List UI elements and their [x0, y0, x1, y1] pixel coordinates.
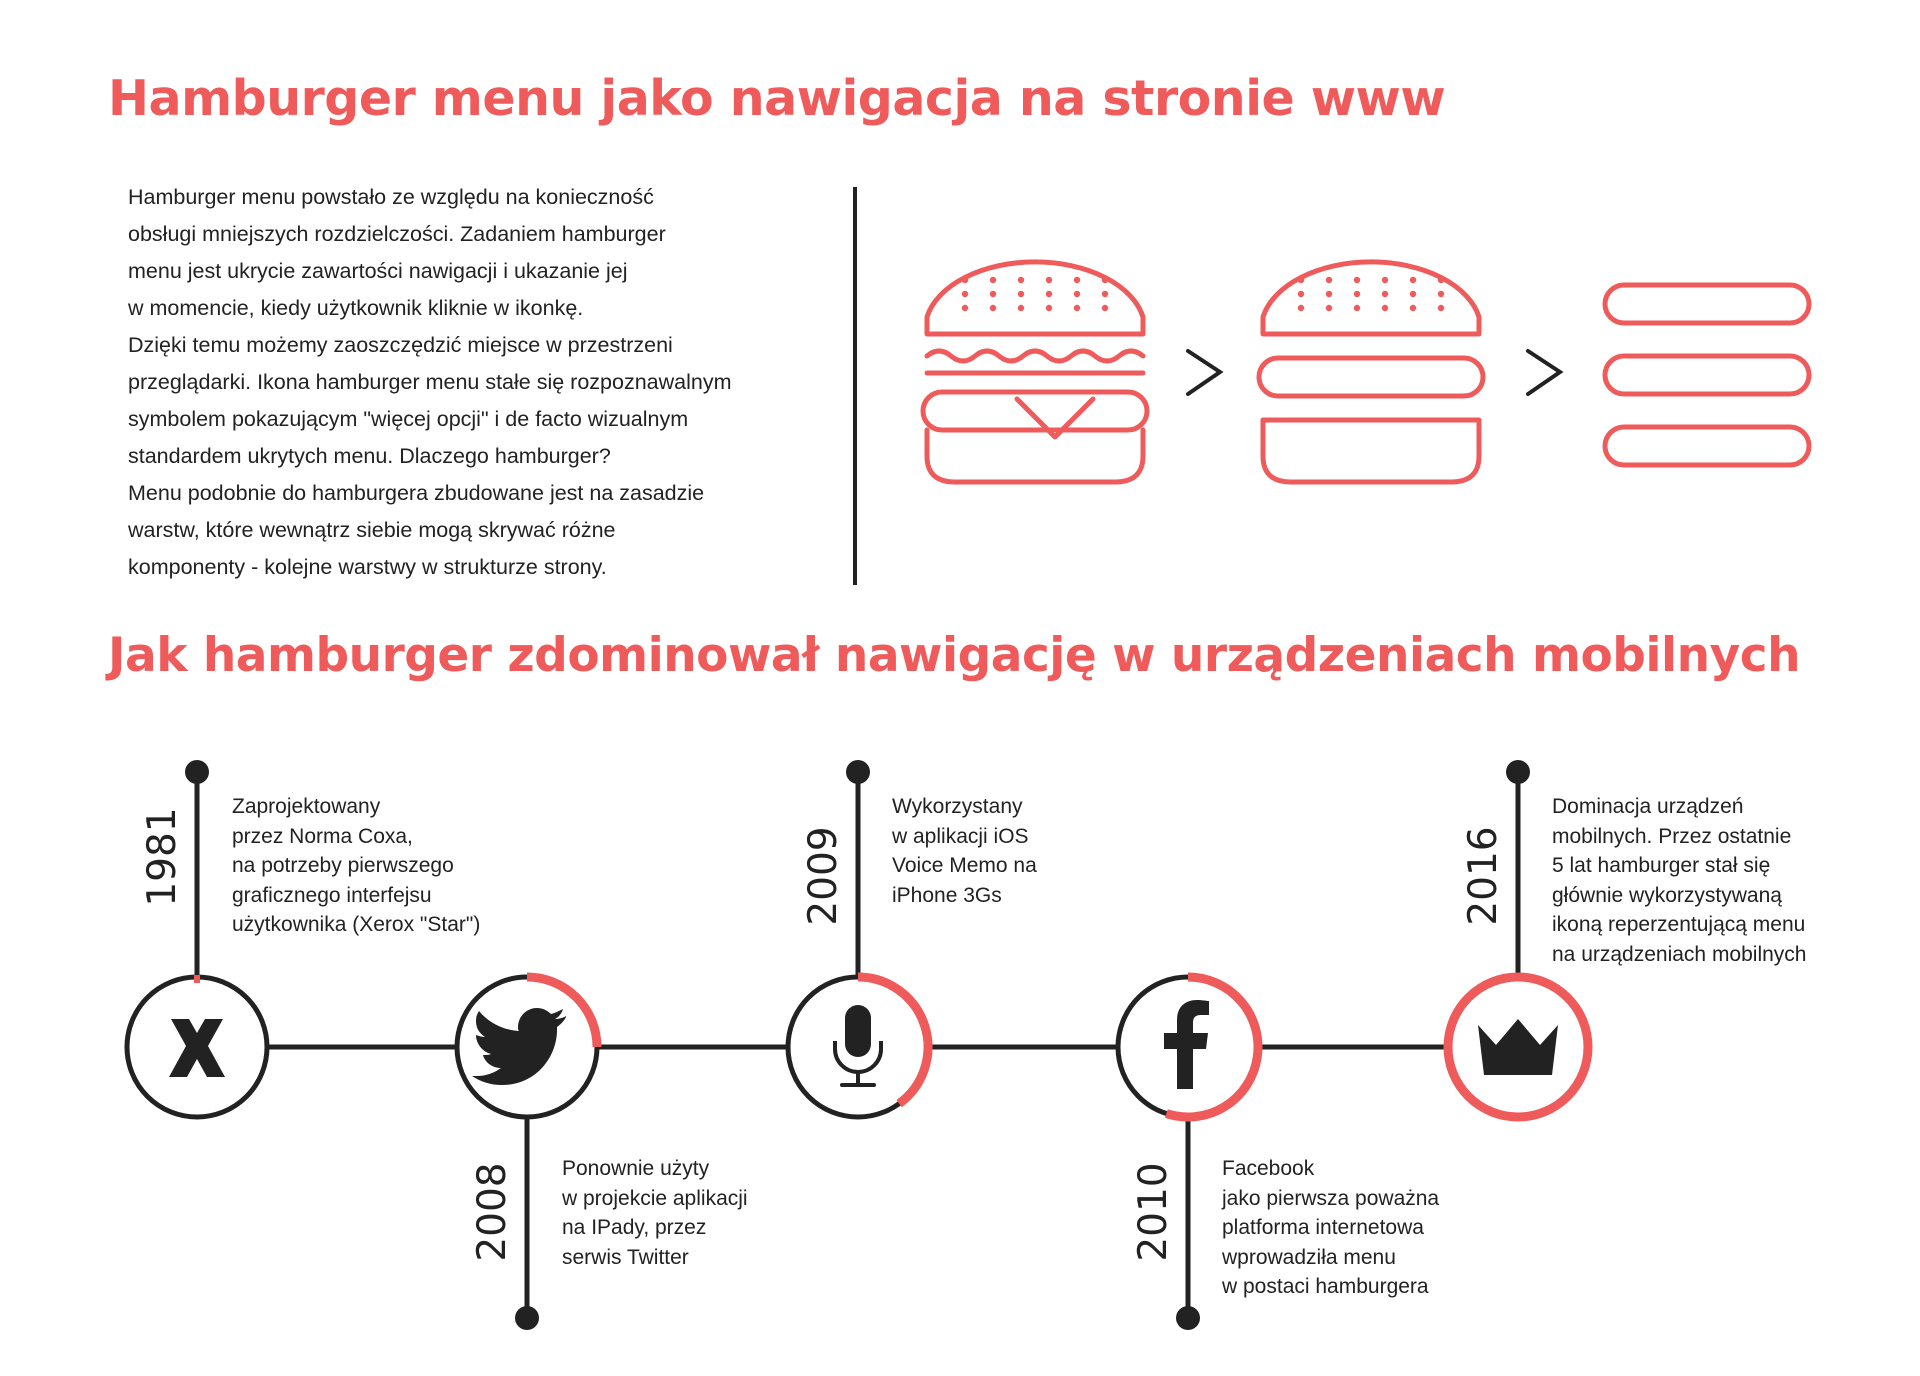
event-text-line: na potrzeby pierwszego: [232, 854, 454, 877]
intro-line: warstw, które wewnątrz siebie mogą skrywać różne: [128, 518, 616, 542]
intro-line: symbolem pokazującym "więcej opcji" i de facto wizualnym: [128, 407, 689, 431]
event-text-line: mobilnych. Przez ostatnie: [1552, 824, 1792, 848]
event-text-line: przez Norma Coxa,: [232, 824, 413, 848]
event-text-line: graficznego interfejsu: [232, 883, 432, 907]
event-text-line: wprowadziła menu: [1222, 1245, 1396, 1269]
event-text-line: w aplikacji iOS: [892, 824, 1029, 848]
event-text-line: platforma internetowa: [1222, 1216, 1424, 1239]
timeline-node: [788, 977, 928, 1117]
timeline-node: [127, 975, 267, 1117]
event-description: [232, 792, 480, 940]
year-label: 2016: [1461, 826, 1506, 926]
intro-line: obsługi mniejszych rozdzielczości. Zadaniem hamburger: [128, 222, 666, 246]
intro-line: menu jest ukrycie zawartości nawigacji i ukazanie jej: [128, 259, 628, 283]
event-text-line: w projekcie aplikacji: [562, 1186, 748, 1210]
event-text-line: na IPady, przez: [562, 1216, 707, 1239]
event-text-line: serwis Twitter: [562, 1245, 689, 1269]
event-description: [562, 1154, 748, 1272]
timeline-dot: [515, 1306, 539, 1330]
year-label: 1981: [140, 807, 185, 907]
event-text-line: ikoną reperzentującą menu: [1552, 913, 1806, 936]
event-text-line: Zaprojektowany: [232, 795, 381, 818]
event-text-line: Wykorzystany: [892, 795, 1023, 818]
event-text-line: użytkownika (Xerox "Star"): [232, 913, 481, 936]
event-text-line: na urządzeniach mobilnych: [1552, 942, 1807, 966]
event-description: [1222, 1154, 1439, 1302]
event-text-line: w postaci hamburgera: [1222, 1275, 1429, 1298]
timeline-node: [1448, 977, 1588, 1117]
intro-line: Dzięki temu możemy zaoszczędzić miejsce w przestrzeni: [128, 333, 673, 357]
event-description: [892, 792, 1037, 910]
intro-line: komponenty - kolejne warstwy w strukturze strony.: [128, 555, 607, 579]
event-text-line: Dominacja urządzeń: [1552, 795, 1744, 818]
event-text-line: Facebook: [1222, 1157, 1315, 1180]
intro-line: standardem ukrytych menu. Dlaczego hamburger?: [128, 444, 611, 468]
page-title: Hamburger menu jako nawigacja na stronie www: [108, 70, 1446, 127]
section-title: Jak hamburger zdominował nawigację w urządzeniach mobilnych: [108, 628, 1801, 683]
timeline-node: [457, 977, 597, 1117]
year-label: 2009: [801, 826, 846, 926]
intro-line: Menu podobnie do hamburgera zbudowane jest na zasadzie: [128, 481, 705, 505]
year-label: 2010: [1131, 1162, 1176, 1262]
event-text-line: Ponownie użyty: [562, 1157, 710, 1180]
event-text-line: głównie wykorzystywaną: [1552, 883, 1782, 907]
year-label: 2008: [470, 1162, 515, 1262]
intro-line: przeglądarki. Ikona hamburger menu stałe się rozpoznawalnym: [128, 370, 732, 394]
intro-line: Hamburger menu powstało ze względu na konieczność: [128, 185, 654, 209]
timeline-dot: [1176, 1306, 1200, 1330]
timeline-dot: [846, 760, 870, 784]
event-text-line: Voice Memo na: [892, 854, 1037, 877]
timeline-dot: [1506, 760, 1530, 784]
event-text-line: 5 lat hamburger stał się: [1552, 854, 1771, 877]
timeline-node: [1118, 977, 1258, 1117]
event-text-line: iPhone 3Gs: [892, 883, 1002, 907]
event-text-line: jako pierwsza poważna: [1222, 1186, 1440, 1210]
intro-line: w momencie, kiedy użytkownik kliknie w ikonkę.: [128, 296, 584, 320]
timeline-dot: [185, 760, 209, 784]
event-description: [1552, 792, 1806, 969]
